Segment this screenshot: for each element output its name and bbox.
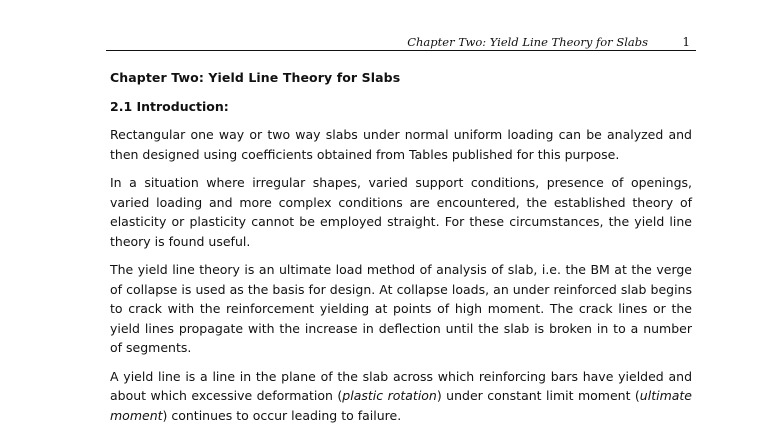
running-header-title: Chapter Two: Yield Line Theory for Slabs (407, 35, 648, 49)
ultimate-moment-term: ultimate moment (110, 388, 692, 423)
chapter-title: Chapter Two: Yield Line Theory for Slabs (110, 70, 401, 85)
paragraph-4-text-a: A yield line is a line in the plane of the slab across which reinforcing bars have yielded and about which excessive deformation ( (110, 368, 692, 403)
page-number: 1 (682, 35, 690, 49)
paragraph-4-text-b: ) under constant limit moment ( (436, 388, 640, 403)
plastic-rotation-term: plastic rotation (342, 388, 437, 403)
paragraph-1: Rectangular one way or two way slabs under normal uniform loading can be analyzed and then designed using coefficients obtained from Tables published for this purpose. (110, 127, 692, 162)
section-heading: 2.1 Introduction: (110, 98, 229, 114)
document-body (110, 68, 692, 434)
paragraph-3: The yield line theory is an ultimate load method of analysis of slab, i.e. the BM at the verge of collapse is used as the basis for design. At collapse loads, an under reinforced slab begins to crack with the reinforcement yielding at points of high moment. The crack lines or the yield lines propagate with the increase in deflection until the slab is broken in to a number of segments. (110, 262, 692, 355)
paragraph-4-text-c: ) continues to occur leading to failure. (162, 407, 402, 423)
paragraph-4 (110, 367, 692, 426)
paragraph-2: In a situation where irregular shapes, varied support conditions, presence of openings, varied loading and more complex conditions are encountered, the established theory of elasticity or plasticity cannot be employed straight. For these circumstances, the yield line theory is found useful. (110, 175, 692, 249)
running-header (106, 34, 696, 51)
